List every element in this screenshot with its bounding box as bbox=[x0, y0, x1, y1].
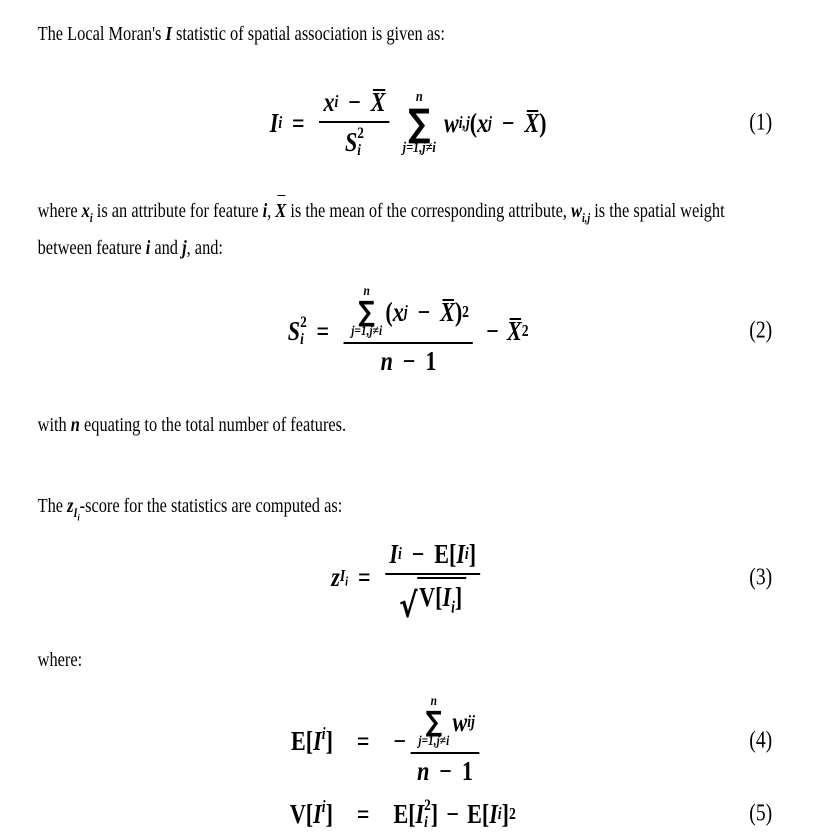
sup-2: 2 bbox=[462, 301, 470, 321]
equation-2 bbox=[38, 277, 779, 385]
paragraph-intro bbox=[38, 16, 779, 53]
equation-4 bbox=[38, 693, 779, 789]
fraction bbox=[344, 285, 473, 378]
sub-i: i bbox=[321, 796, 326, 816]
minus-sign: − bbox=[417, 296, 431, 327]
operator-E: E bbox=[467, 798, 482, 829]
text-run: and bbox=[150, 237, 183, 259]
paragraph-n-definition bbox=[38, 407, 779, 444]
sub-i: i bbox=[300, 330, 304, 348]
math-X-bar: X bbox=[275, 193, 286, 230]
operator-E: E bbox=[393, 798, 409, 829]
sub-ij: i,j bbox=[458, 112, 470, 132]
math-j: j bbox=[182, 237, 187, 259]
var-I: I bbox=[269, 107, 279, 138]
sup-2: 2 bbox=[424, 795, 431, 814]
sub-i: i bbox=[497, 803, 502, 823]
var-w: w bbox=[452, 706, 468, 737]
equation-1-body bbox=[270, 87, 547, 160]
operator-E: E bbox=[291, 725, 306, 756]
radicand bbox=[418, 577, 467, 616]
sub-ij: i,j bbox=[581, 211, 591, 225]
equation-2-body bbox=[288, 285, 529, 378]
math-w-ij bbox=[571, 200, 591, 225]
sub-i: i bbox=[357, 141, 361, 159]
text-run: where: bbox=[37, 649, 83, 672]
equals-sign: = bbox=[357, 562, 371, 593]
equation-number-5: (5) bbox=[749, 800, 773, 827]
sup-sub-stack bbox=[357, 125, 364, 160]
summation-operator bbox=[418, 695, 449, 750]
number-1: 1 bbox=[461, 756, 473, 787]
var-I: I bbox=[313, 725, 322, 756]
paragraph-zscore-intro bbox=[38, 488, 779, 525]
text-run: The Local Moran's bbox=[37, 23, 166, 45]
minus-sign: − bbox=[348, 86, 361, 117]
minus-sign: − bbox=[486, 315, 499, 346]
sub-i: i bbox=[451, 597, 455, 617]
equation-number-3: (3) bbox=[749, 564, 773, 591]
open-paren: ( bbox=[469, 107, 478, 138]
sub-i: i bbox=[397, 544, 402, 564]
sup-2: 2 bbox=[357, 123, 364, 142]
fraction-denominator bbox=[413, 756, 477, 787]
var-X-bar: X bbox=[506, 315, 522, 346]
equals-sign: = bbox=[356, 725, 370, 756]
text-run: The bbox=[37, 495, 68, 517]
fraction-numerator bbox=[344, 285, 473, 340]
close-bracket: ] bbox=[325, 725, 333, 756]
equals-sign: = bbox=[292, 107, 305, 138]
text-run: , bbox=[267, 200, 276, 222]
var-I: I bbox=[489, 798, 498, 829]
sup-2: 2 bbox=[521, 320, 529, 340]
rhs-expression bbox=[393, 695, 638, 788]
close-bracket: ] bbox=[430, 798, 439, 829]
open-bracket: [ bbox=[305, 725, 314, 756]
sub-j: j bbox=[403, 301, 408, 321]
operator-V: V bbox=[419, 582, 436, 612]
open-bracket: [ bbox=[435, 582, 443, 612]
var-n: n bbox=[380, 346, 393, 377]
sub-I-i bbox=[339, 565, 349, 589]
open-bracket: [ bbox=[448, 539, 457, 569]
sum-upper-limit: n bbox=[363, 283, 370, 299]
fraction-denominator bbox=[376, 346, 440, 377]
minus-sign: − bbox=[411, 539, 425, 569]
var-I: I bbox=[442, 582, 452, 612]
sub-i: i bbox=[77, 512, 80, 524]
paragraph-where-definitions bbox=[38, 193, 779, 267]
close-bracket: ] bbox=[454, 582, 463, 612]
var-x: x bbox=[392, 296, 404, 327]
close-paren: ) bbox=[454, 296, 463, 327]
sigma-icon: ∑ bbox=[408, 100, 431, 145]
sigma-icon: ∑ bbox=[425, 704, 443, 738]
equals-sign: = bbox=[356, 798, 370, 829]
number-1: 1 bbox=[425, 346, 437, 377]
lhs-variance bbox=[178, 796, 333, 830]
math-z-Ii bbox=[67, 495, 80, 524]
sub-i: i bbox=[334, 91, 339, 111]
var-x: x bbox=[323, 86, 335, 117]
var-I: I bbox=[389, 539, 398, 569]
sum-upper-limit: n bbox=[430, 693, 437, 709]
fraction-denominator bbox=[395, 577, 470, 626]
equation-4-body bbox=[178, 695, 639, 788]
minus-sign: − bbox=[446, 798, 459, 829]
var-I: I bbox=[339, 565, 346, 585]
sub-i: i bbox=[278, 112, 283, 132]
sub-i: i bbox=[345, 573, 349, 589]
math-i: i bbox=[145, 237, 151, 259]
text-run: with bbox=[37, 414, 71, 436]
sigma-icon: ∑ bbox=[358, 294, 375, 328]
var-X-bar: X bbox=[370, 86, 386, 117]
square-root bbox=[399, 577, 466, 626]
var-X-bar: X bbox=[440, 296, 455, 327]
lhs-expected-value bbox=[178, 723, 333, 757]
var-S: S bbox=[287, 315, 301, 346]
var-I: I bbox=[456, 539, 465, 569]
fraction-numerator bbox=[385, 539, 480, 570]
sub-j: j bbox=[488, 112, 492, 132]
var-z: z bbox=[67, 495, 74, 517]
sub-i: i bbox=[424, 813, 428, 832]
close-paren: ) bbox=[539, 107, 547, 138]
open-bracket: [ bbox=[305, 798, 314, 829]
text-run: statistic of spatial association is given as: bbox=[171, 23, 445, 45]
equation-1 bbox=[38, 77, 779, 169]
equation-number-4: (4) bbox=[749, 727, 773, 754]
var-I: I bbox=[73, 506, 78, 520]
rhs-expression bbox=[393, 797, 638, 832]
var-x: x bbox=[477, 107, 489, 138]
radical-icon: √ bbox=[399, 586, 418, 626]
fraction-numerator bbox=[319, 87, 389, 118]
minus-sign: − bbox=[402, 346, 416, 377]
equation-number-2: (2) bbox=[749, 317, 773, 344]
sup-2: 2 bbox=[300, 312, 307, 331]
paragraph-where bbox=[38, 642, 779, 679]
equation-number-1: (1) bbox=[749, 109, 773, 136]
negative-sign: − bbox=[393, 725, 407, 756]
close-bracket: ] bbox=[325, 798, 333, 829]
minus-sign: − bbox=[501, 107, 515, 138]
text-run: equating to the total number of features. bbox=[79, 414, 347, 436]
var-x: x bbox=[81, 200, 90, 222]
open-bracket: [ bbox=[408, 798, 416, 829]
equation-3 bbox=[38, 539, 779, 626]
equation-3-body bbox=[331, 539, 485, 626]
var-I: I bbox=[415, 798, 425, 829]
math-i: i bbox=[262, 200, 268, 222]
fraction bbox=[411, 695, 479, 788]
sum-lower-limit: j=1,j≠i bbox=[402, 140, 436, 157]
close-bracket: ] bbox=[501, 798, 509, 829]
equation-5 bbox=[38, 793, 779, 835]
equation-5-body bbox=[178, 797, 639, 832]
fraction-bar bbox=[411, 752, 479, 754]
text-run: -score for the statistics are computed as: bbox=[79, 495, 343, 517]
minus-sign: − bbox=[439, 756, 452, 787]
equals-sign: = bbox=[316, 315, 330, 346]
math-I: I bbox=[165, 23, 172, 45]
operator-E: E bbox=[434, 539, 449, 569]
text-run: is the mean of the corresponding attribute, bbox=[286, 200, 572, 222]
math-n: n bbox=[70, 414, 80, 436]
var-w: w bbox=[571, 200, 582, 222]
open-bracket: [ bbox=[481, 798, 490, 829]
fraction bbox=[385, 539, 480, 626]
sub-i: i bbox=[464, 544, 469, 564]
sub-ij: ij bbox=[467, 711, 475, 731]
fraction-denominator bbox=[341, 125, 368, 160]
fraction bbox=[319, 87, 389, 160]
text-run: is an attribute for feature bbox=[92, 200, 263, 222]
var-w: w bbox=[444, 107, 459, 138]
close-bracket: ] bbox=[468, 539, 477, 569]
sub-i: i bbox=[89, 211, 93, 225]
summation-operator bbox=[403, 90, 436, 156]
var-n: n bbox=[417, 756, 430, 787]
open-paren: ( bbox=[385, 296, 393, 327]
fraction-bar bbox=[344, 342, 473, 344]
var-X-bar: X bbox=[524, 107, 540, 138]
fraction-bar bbox=[385, 573, 480, 575]
var-S: S bbox=[345, 126, 358, 157]
text-run: is the spatial weight between feature bbox=[37, 200, 725, 259]
text-run: , and: bbox=[186, 237, 223, 259]
fraction-numerator bbox=[411, 695, 479, 750]
sub-i: i bbox=[321, 723, 326, 743]
sup-2: 2 bbox=[508, 803, 516, 823]
var-z: z bbox=[331, 562, 340, 593]
text-run: where bbox=[37, 200, 82, 222]
summation-operator bbox=[351, 285, 382, 340]
sum-lower-limit: j=1,j≠i bbox=[351, 324, 383, 340]
sup-sub-stack bbox=[300, 314, 307, 349]
math-x-i bbox=[81, 200, 93, 225]
sum-lower-limit: j=1,j≠i bbox=[418, 734, 450, 750]
operator-V: V bbox=[289, 798, 306, 829]
var-I: I bbox=[313, 798, 322, 829]
fraction-bar bbox=[319, 121, 389, 123]
sum-upper-limit: n bbox=[415, 88, 423, 105]
